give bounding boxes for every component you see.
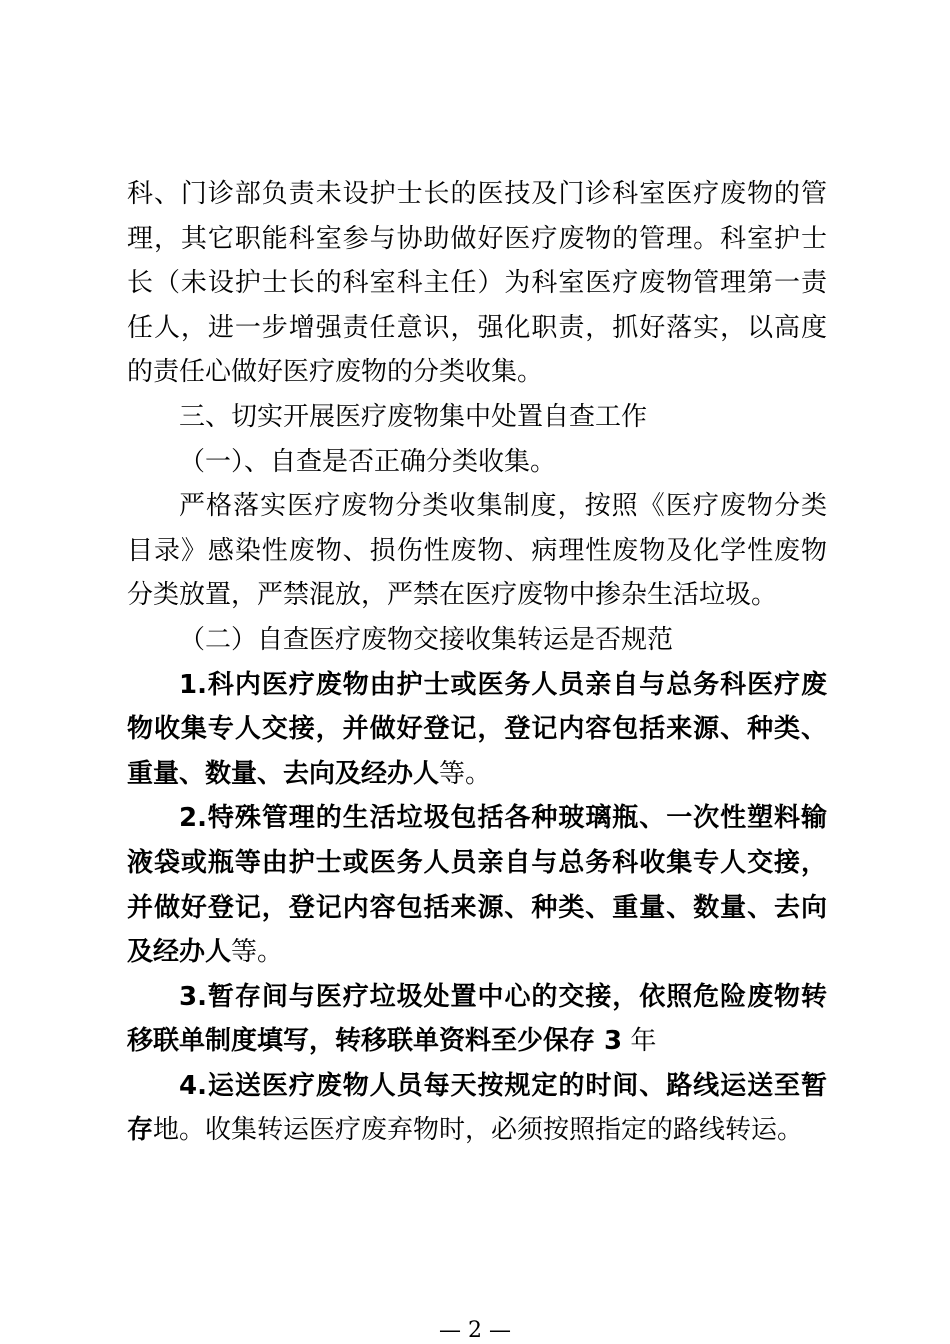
list-item-1 <box>127 663 827 797</box>
paragraph-classification: 严格落实医疗废物分类收集制度，按照《医疗废物分类目录》感染性废物、损伤性废物、病理性废物及化学性废物分类放置，严禁混放，严禁在医疗废物中掺杂生活垃圾。 <box>127 491 827 611</box>
page-number: — 2 — <box>439 1318 511 1343</box>
list-item-2-bold: 2.特殊管理的生活垃圾包括各种玻璃瓶、一次性塑料输液袋或瓶等由护士或医务人员亲自与总务科收集专人交接，并做好登记，登记内容包括来源、种类、重量、数量、去向及经办人 <box>127 803 827 968</box>
subheading-two: （二）自查医疗废物交接收集转运是否规范 <box>179 624 674 655</box>
list-item-3 <box>127 975 827 1064</box>
document-body <box>127 172 827 1153</box>
paragraph-continuation: 科、门诊部负责未设护士长的医技及门诊科室医疗废物的管理，其它职能科室参与协助做好医疗废物的管理。科室护士长（未设护士长的科室科主任）为科室医疗废物管理第一责任人，进一步增强责任意识，强化职责，抓好落实，以高度的责任心做好医疗废物的分类收集。 <box>127 179 827 388</box>
list-item-3-bold: 3.暂存间与医疗垃圾处置中心的交接，依照危险废物转移联单制度填写，转移联单资料至少保存 3 <box>127 981 827 1057</box>
list-item-4-normal: 地。收集转运医疗废弃物时，必须按照指定的路线转运。 <box>153 1115 804 1146</box>
list-item-1-normal: 等。 <box>439 758 492 789</box>
list-item-2 <box>127 796 827 974</box>
subheading-one: （一）、自查是否正确分类收集。 <box>179 446 557 477</box>
list-item-2-normal: 等。 <box>231 937 284 968</box>
section-heading-three: 三、切实开展医疗废物集中处置自查工作 <box>179 401 648 432</box>
list-item-4 <box>127 1064 827 1153</box>
list-item-1-bold: 1.科内医疗废物由护士或医务人员亲自与总务科医疗废物收集专人交接，并做好登记，登记内容包括来源、种类、重量、数量、去向及经办人 <box>127 669 827 789</box>
list-item-4-bold: 4.运送医疗废物人员每天按规定的时间、路线运送至暂存 <box>127 1070 827 1146</box>
list-item-3-normal: 年 <box>622 1026 657 1057</box>
